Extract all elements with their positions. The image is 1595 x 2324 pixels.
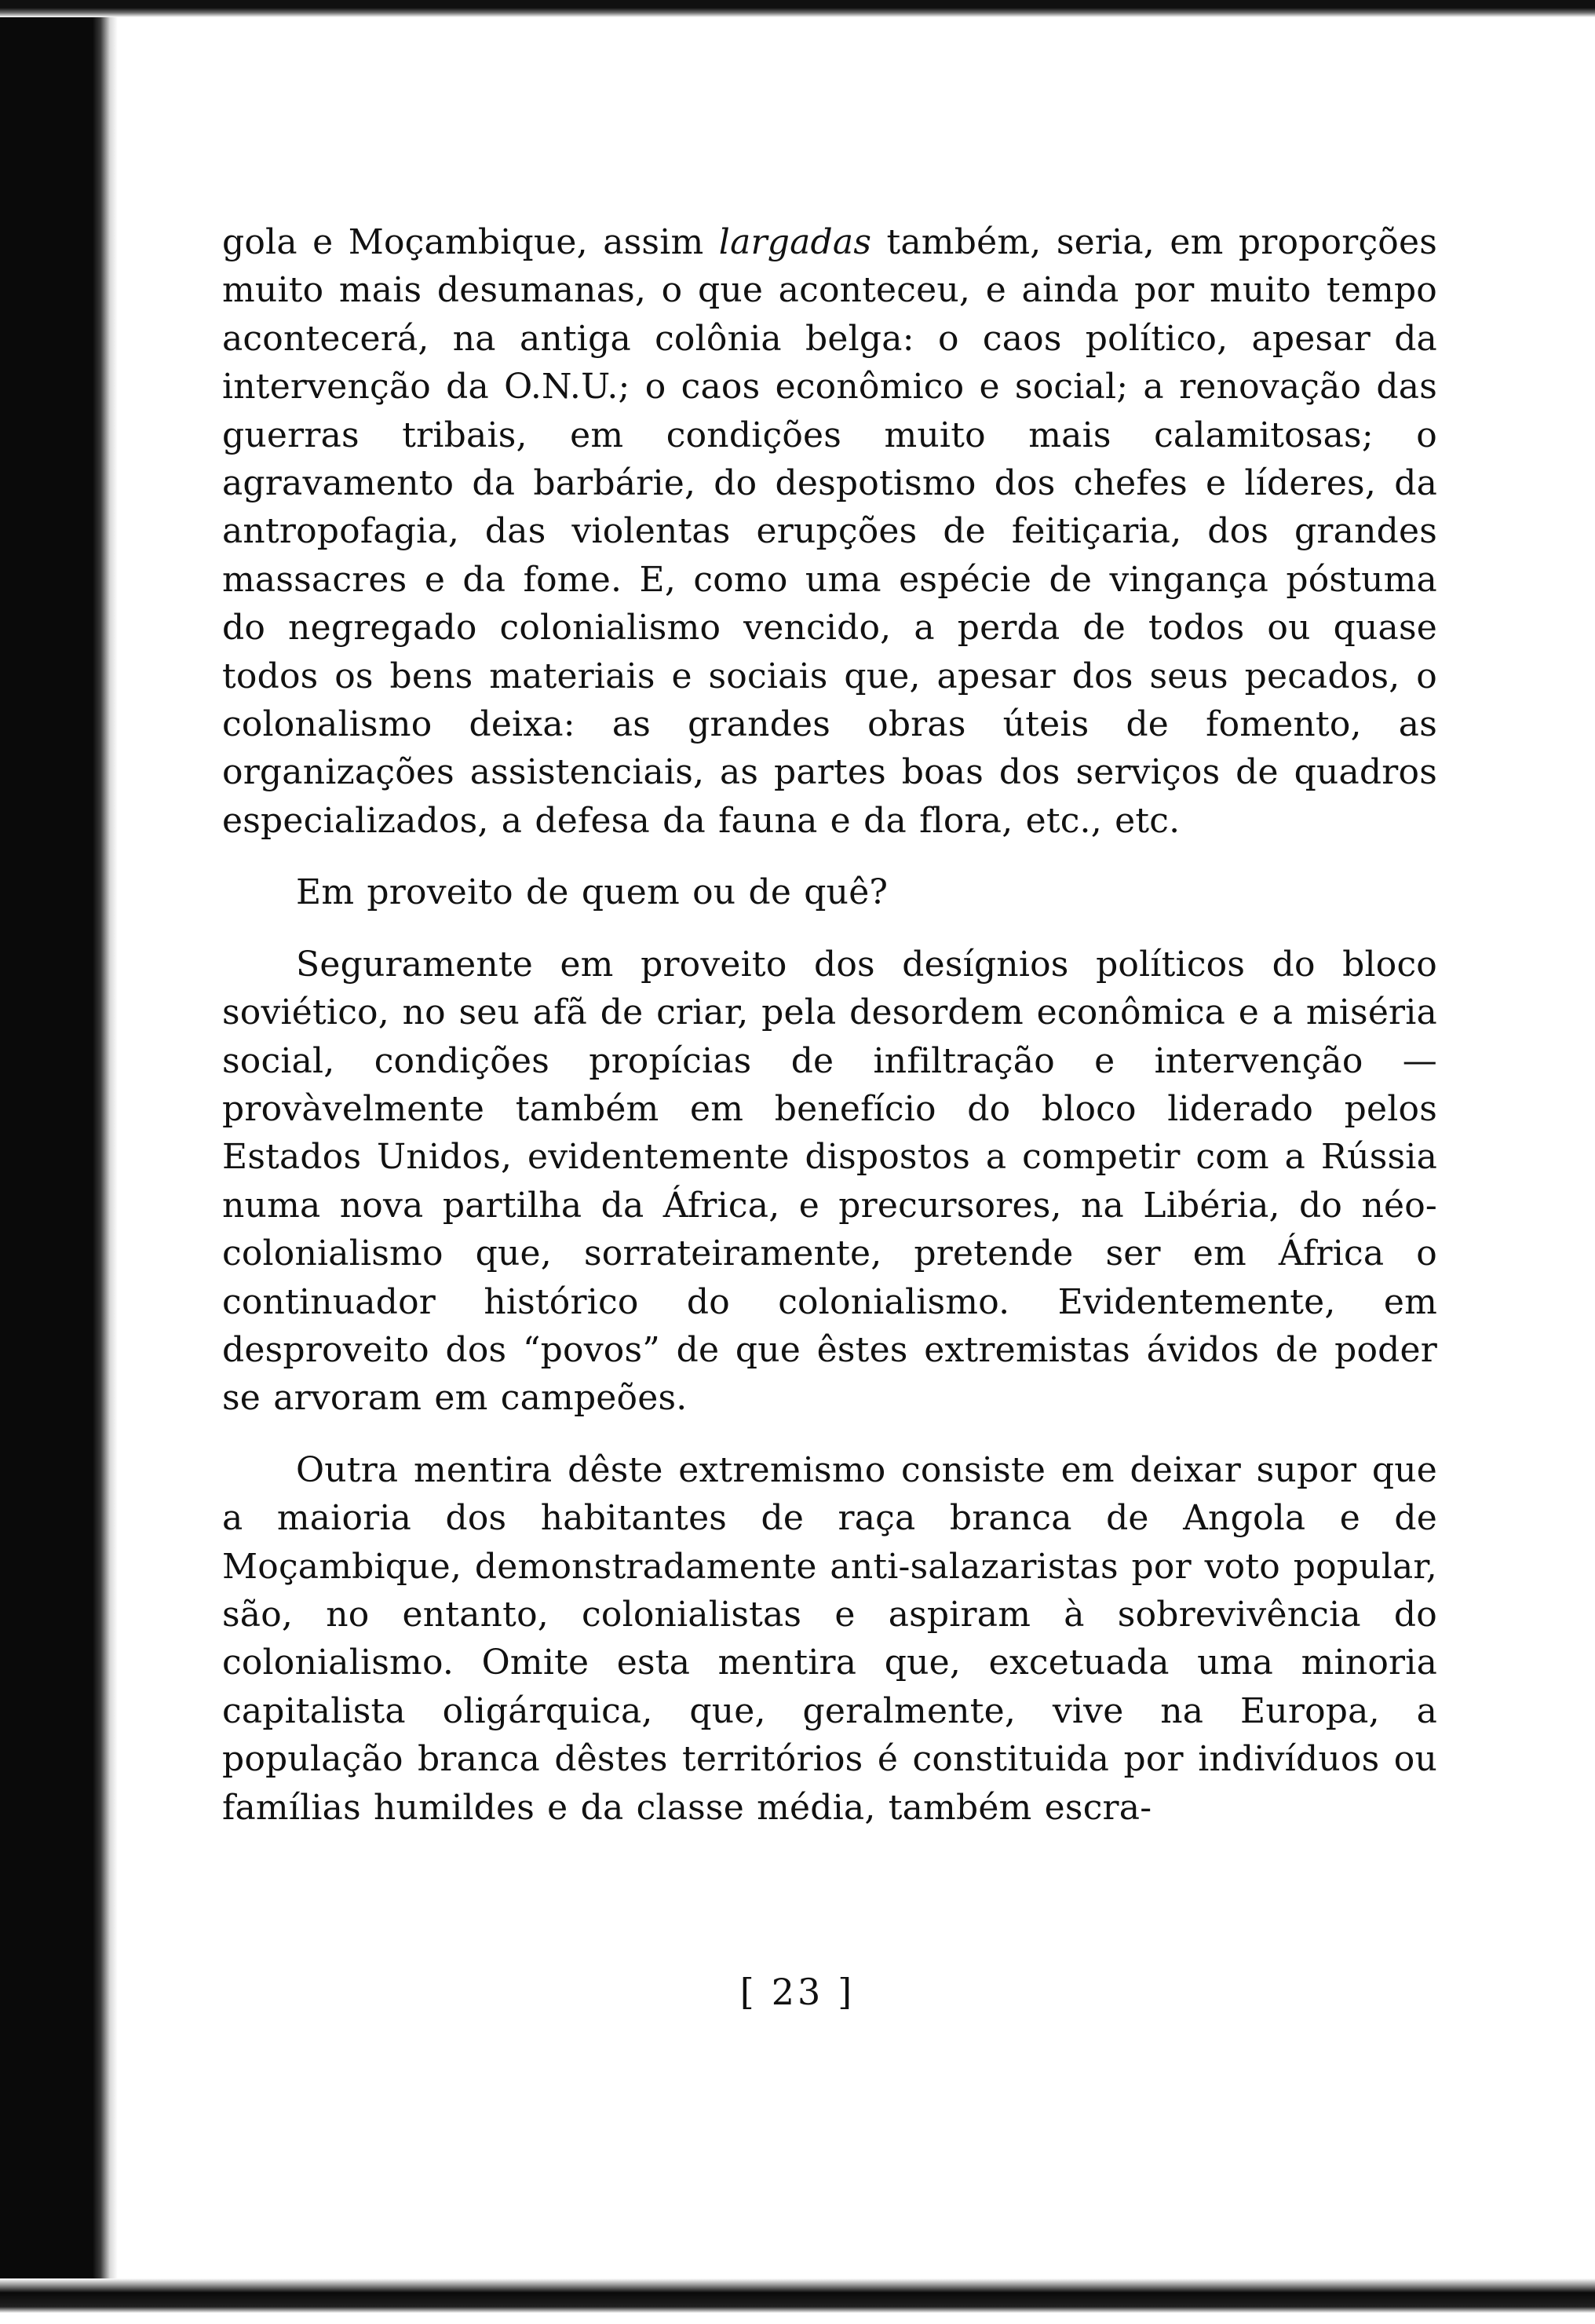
- scan-edge-top: [0, 0, 1595, 17]
- page-number: [0, 1971, 1595, 2013]
- italic-word: largadas: [718, 222, 872, 262]
- page-number-close-bracket: ]: [838, 1971, 856, 2013]
- page-number-value: 23: [771, 1971, 824, 2013]
- paragraph-question: Em proveito de quem ou de quê?: [296, 872, 889, 913]
- page-body-text: [222, 218, 1437, 1832]
- paragraph-continued: gola e Moçambique, assim largadas também, seria, em proporções muito mais desumanas, o que aconteceu, e ainda por muito tempo acontecerá, na antiga colônia belga: o caos político, apesar da intervenção da O.N.U.; o caos econômico e social; a renovação das guerras tribais, em condições muito mais calamitosas; o agravamento da barbárie, do despotismo dos chefes e líderes, da antropofagia, das violentas erupções de feitiçaria, dos grandes massacres e da fome. E, como uma espécie de vingança póstuma do negregado colonialismo vencido, a perda de todos ou quase todos os bens materiais e sociais que, apesar dos seus pecados, o colonalismo deixa: as grandes obras úteis de fomento, as organizações assistenciais, as partes boas dos serviços de quadros especializados, a defesa da fauna e da flora, etc., etc.: [222, 222, 1437, 841]
- scan-edge-bottom: [0, 2278, 1595, 2324]
- paragraph-soviet-bloc: Seguramente em proveito dos desígnios políticos do bloco soviético, no seu afã de criar, pela desordem econômica e a miséria social, condições propícias de infiltração e intervenção — provàvelmente também em benefício do bloco liderado pelos Estados Unidos, evidentemente dispostos a competir com a Rússia numa nova partilha da África, e precursores, na Libéria, do néo-colonialismo que, sorrateiramente, pretende ser em África o continuador histórico do colonialismo. Evidentemente, em desproveito dos “povos” de que êstes extremistas ávidos de poder se arvoram em campeões.: [222, 944, 1437, 1419]
- paragraph-another-lie: Outra mentira dêste extremismo consiste em deixar supor que a maioria dos habitantes de raça branca de Angola e de Moçambique, demonstradamente anti-salazaristas por voto popular, são, no entanto, colonialistas e aspiram à sobrevivência do colonialismo. Omite esta mentira que, excetuada uma minoria capitalista oligárquica, que, geralmente, vive na Europa, a população branca dêstes territórios é constituida por indivíduos ou famílias humildes e da classe média, também escra-: [222, 1449, 1437, 1828]
- page-number-open-bracket: [: [739, 1971, 757, 2013]
